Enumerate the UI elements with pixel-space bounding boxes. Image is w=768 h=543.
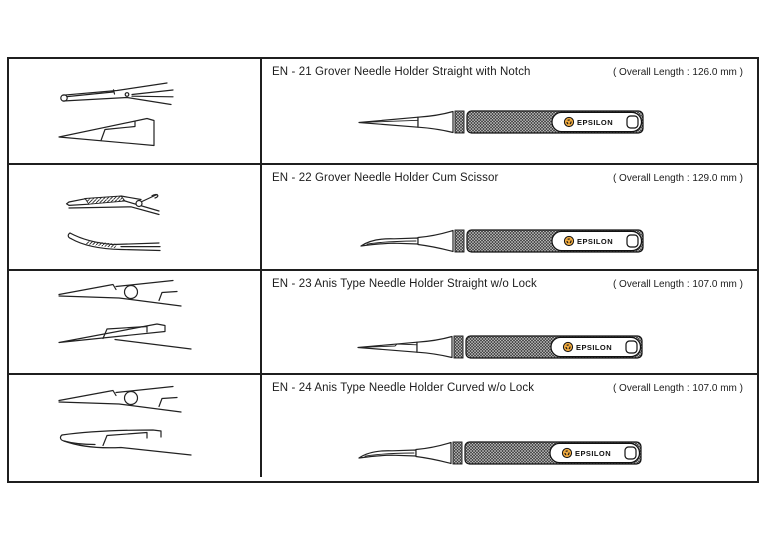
tip-detail-drawing-anis-straight-icon — [55, 279, 215, 363]
product-table — [7, 57, 759, 483]
tip-detail-cell — [9, 271, 262, 373]
tip-detail-drawing-straight-notch-icon — [55, 81, 215, 157]
overall-length: ( Overall Length : 129.0 mm ) — [612, 173, 743, 184]
product-row-en24 — [9, 373, 757, 477]
brand-label: EPSILON — [576, 342, 613, 352]
brand-label: EPSILON — [577, 236, 614, 246]
product-title: EN - 24 Anis Type Needle Holder Curved w/o Lock — [272, 382, 535, 394]
overall-length: ( Overall Length : 107.0 mm ) — [612, 279, 743, 290]
epsilon-logo-icon — [564, 117, 573, 126]
product-row-en21 — [9, 59, 757, 163]
product-info-cell — [262, 271, 757, 373]
tip-detail-cell — [9, 59, 262, 163]
handle-notch — [626, 341, 637, 353]
handle-notch — [625, 447, 636, 459]
overall-length: ( Overall Length : 107.0 mm ) — [612, 383, 743, 394]
tip-detail-cell — [9, 375, 262, 477]
epsilon-logo-icon — [563, 342, 572, 351]
instrument-drawing-en21 — [356, 99, 646, 145]
handle-notch — [627, 116, 638, 128]
product-row-en22 — [9, 163, 757, 269]
instrument-drawing-en24 — [354, 430, 644, 476]
tip-detail-drawing-anis-curved-icon — [55, 385, 215, 469]
product-info-cell — [262, 165, 757, 269]
product-info-cell — [262, 59, 757, 163]
brand-label: EPSILON — [575, 448, 612, 458]
product-title: EN - 21 Grover Needle Holder Straight with Notch — [272, 66, 531, 78]
brand-label: EPSILON — [577, 117, 614, 127]
overall-length: ( Overall Length : 126.0 mm ) — [612, 67, 743, 78]
product-title: EN - 22 Grover Needle Holder Cum Scissor — [272, 172, 499, 184]
epsilon-logo-icon — [564, 236, 573, 245]
epsilon-logo-icon — [562, 448, 571, 457]
handle-notch — [627, 235, 638, 247]
product-info-cell — [262, 375, 757, 477]
instrument-drawing-en23 — [355, 324, 645, 370]
instrument-drawing-en22 — [356, 218, 646, 264]
tip-detail-cell — [9, 165, 262, 269]
tip-detail-drawing-scissor-icon — [61, 189, 221, 265]
product-title: EN - 23 Anis Type Needle Holder Straight w/o Lock — [272, 278, 537, 290]
product-row-en23 — [9, 269, 757, 373]
